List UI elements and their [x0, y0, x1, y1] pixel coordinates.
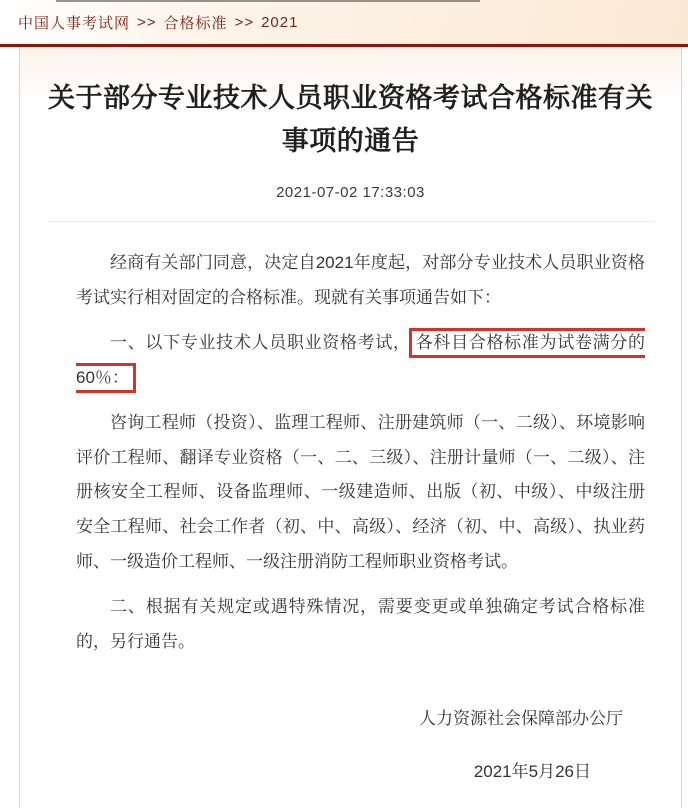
paragraph-intro: 经商有关部门同意，决定自2021年度起，对部分专业技术人员职业资格考试实行相对固定的合格标准。现就有关事项通告如下：	[76, 253, 645, 308]
top-edge-line	[56, 0, 480, 2]
highlight-box: 各科目合格标准为试卷满分的60％：	[76, 328, 645, 393]
breadcrumb	[0, 0, 688, 44]
page-title: 关于部分专业技术人员职业资格考试合格标准有关事项的通告	[48, 83, 653, 156]
publish-timestamp: 2021-07-02 17:33:03	[276, 184, 425, 202]
notice-body	[20, 222, 681, 781]
breadcrumb-site-link[interactable]: 中国人事考试网	[18, 14, 131, 32]
paragraph-item-one	[76, 326, 645, 396]
breadcrumb-separator: >>	[234, 13, 255, 31]
breadcrumb-year-link[interactable]: 2021	[261, 13, 299, 31]
paragraph-item-two: 二、根据有关规定或遇特殊情况，需要变更或单独确定考试合格标准的，另行通告。	[76, 596, 645, 651]
item-one-lead-text: 一、以下专业技术人员职业资格考试，	[110, 333, 411, 352]
signature: 人力资源社会保障部办公厅	[419, 708, 623, 728]
signature-date: 2021年5月26日	[473, 761, 591, 781]
breadcrumb-section-link[interactable]: 合格标准	[163, 14, 228, 32]
breadcrumb-separator: >>	[137, 13, 157, 31]
paragraph-exam-list: 咨询工程师（投资）、监理工程师、注册建筑师（一、二级）、环境影响评价工程师、翻译专业资格（一、二、三级）、注册计量师（一、二级）、注册核安全工程师、设备监理师、一级建造师、出版（初、中级）、中级注册安全工程师、社会工作者（初、中、高级）、经济（初、中、高级）、执业药师、一级造价工程师、一级注册消防工程师职业资格考试。	[76, 412, 645, 572]
content-panel	[19, 47, 682, 808]
